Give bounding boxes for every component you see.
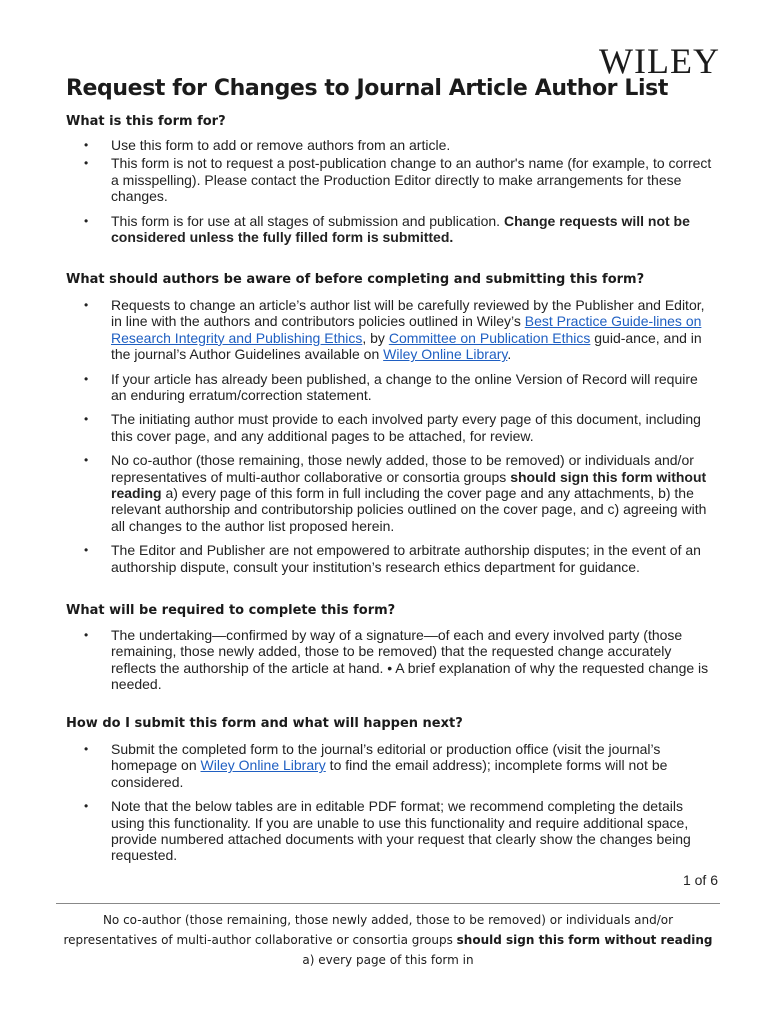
page-title: Request for Changes to Journal Article Author List (66, 76, 668, 101)
list-item: • No co-author (those remaining, those newly added, those to be removed) or individuals and/or representatives of multi-author collaborative or consortia groups should sign this form without reading a) every page of this form in full including the cover page and any attachments, b) the relevant authorship and contributorship policies outlined on the cover page, and c) agreeing with all changes to the author list proposed herein. (84, 452, 712, 534)
section-heading-awareness: What should authors be aware of before completing and submitting this form? (66, 272, 645, 287)
wiley-logo: WILEY (599, 41, 720, 81)
list-item: • This form is for use at all stages of submission and publication. Change requests will not be considered unless the fully filled form is submitted. (84, 213, 712, 246)
wiley-online-library-link[interactable]: Wiley Online Library (200, 757, 326, 774)
divider (56, 903, 720, 904)
best-practice-link[interactable]: Best Practice Guide-lines on Research Integrity and Publishing Ethics (111, 313, 702, 346)
section-list-requirements (84, 627, 712, 701)
wiley-online-library-link[interactable]: Wiley Online Library (383, 346, 508, 363)
cope-link[interactable]: Committee on Publication Ethics (388, 329, 591, 346)
list-item: • Use this form to add or remove authors from an article. (84, 137, 712, 153)
section-heading-submission: How do I submit this form and what will happen next? (66, 716, 463, 731)
page-number: 1 of 6 (682, 872, 718, 888)
section-list-awareness (84, 297, 712, 583)
list-item: • Note that the below tables are in editable PDF format; we recommend completing the details using this functionality. If you are unable to use this functionality and require additional space, provide numbered attached documents with your request that clearly show the changes being requested. (84, 798, 712, 864)
section-heading-requirements: What will be required to complete this form? (66, 603, 396, 618)
list-item: • The initiating author must provide to each involved party every page of this document, including this cover page, and any additional pages to be attached, for review. (84, 411, 712, 444)
list-item: • This form is not to request a post-publication change to an author's name (for example, to correct a misspelling). Please contact the Production Editor directly to make arrangements for these changes. (84, 155, 712, 204)
list-item: • Requests to change an article’s author list will be carefully reviewed by the Publisher and Editor, in line with the authors and contributors policies outlined in Wiley’s Best Practice Guide-lines on Research Integrity and Publishing Ethics, by Committee on Publication Ethics guid-ance, and in the journal’s Author Guidelines available on Wiley Online Library. (84, 297, 712, 363)
list-item: • The Editor and Publisher are not empowered to arbitrate authorship disputes; in the event of an authorship dispute, consult your institution’s research ethics department for guidance. (84, 542, 712, 575)
section-list-submission (84, 741, 712, 872)
list-item: • Submit the completed form to the journal’s editorial or production office (visit the journal’s homepage on Wiley Online Library to find the email address); incomplete forms will not be considered. (84, 741, 712, 790)
list-item: • The undertaking—confirmed by way of a signature—of each and every involved party (those remaining, those newly added, those to be removed) that the requested change accurately reflects the authorship of the article at hand. • A brief explanation of why the requested change is needed. (84, 627, 712, 693)
footer-text: No co-author (those remaining, those newly added, those to be removed) or individuals and/or representatives of multi-author collaborative or consortia groups should sign this form without reading a) every page of this form in (63, 913, 713, 967)
section-list-purpose (84, 137, 712, 253)
list-item: • If your article has already been published, a change to the online Version of Record will require an enduring erratum/correction statement. (84, 371, 712, 404)
section-heading-purpose: What is this form for? (66, 114, 226, 129)
